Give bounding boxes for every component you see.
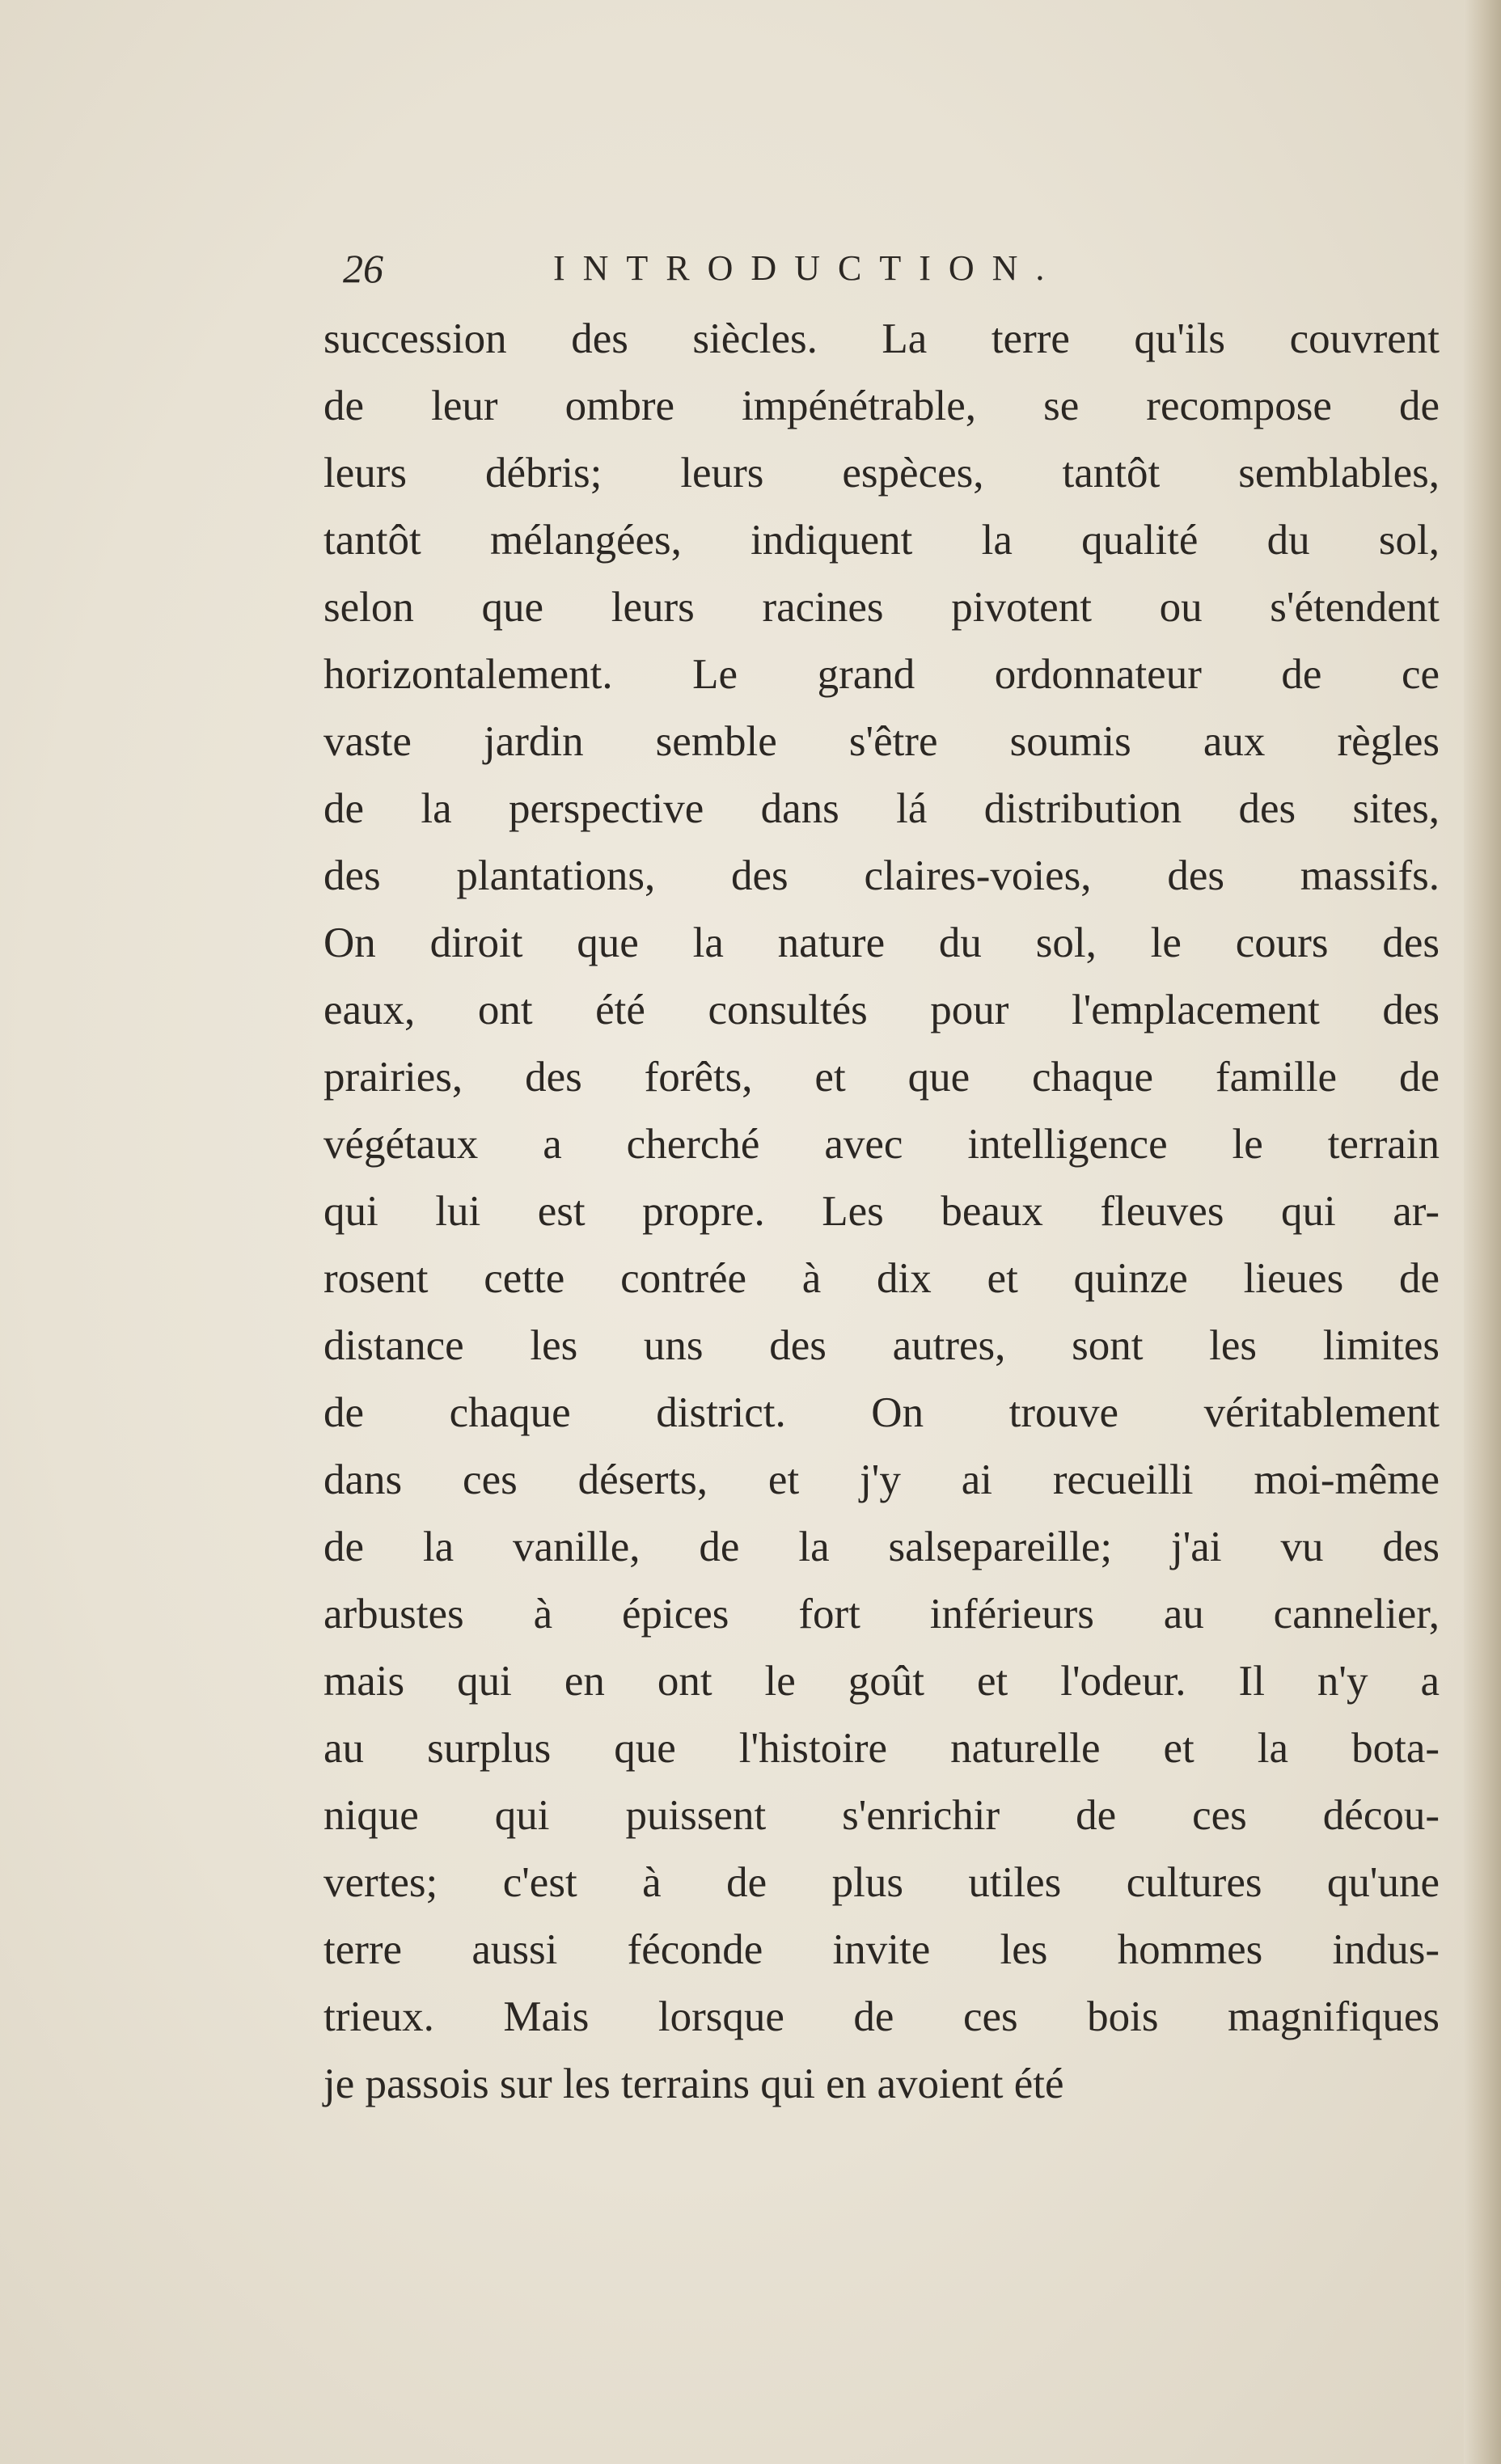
text-line-13: végétaux a cherché avec intelligence le terrain: [323, 1121, 1440, 1168]
page-number: 26: [343, 246, 383, 291]
text-line-15: rosent cette contrée à dix et quinze lieues de: [323, 1255, 1440, 1302]
text-line-25: terre aussi féconde invite les hommes indus-: [323, 1926, 1440, 1973]
text-line-11: eaux, ont été consultés pour l'emplacement des: [323, 987, 1440, 1033]
text-line-23: nique qui puissent s'enrichir de ces décou-: [323, 1792, 1440, 1839]
text-line-22: au surplus que l'histoire naturelle et la bota-: [323, 1725, 1440, 1772]
text-line-2: de leur ombre impénétrable, se recompose de: [323, 382, 1440, 429]
text-line-21: mais qui en ont le goût et l'odeur. Il n'y a: [323, 1658, 1440, 1705]
text-line-9: des plantations, des claires-voies, des massifs.: [323, 852, 1440, 899]
text-line-7: vaste jardin semble s'être soumis aux règles: [323, 718, 1440, 765]
text-line-5: selon que leurs racines pivotent ou s'étendent: [323, 584, 1440, 631]
text-line-14: qui lui est propre. Les beaux fleuves qui ar-: [323, 1188, 1440, 1235]
text-line-1: succession des siècles. La terre qu'ils couvrent: [323, 315, 1440, 362]
running-head: INTRODUCTION.: [553, 248, 1063, 288]
text-line-20: arbustes à épices fort inférieurs au cannelier,: [323, 1591, 1440, 1638]
text-line-24: vertes; c'est à de plus utiles cultures qu'une: [323, 1859, 1440, 1906]
page-header: [343, 236, 1216, 301]
text-line-12: prairies, des forêts, et que chaque famille de: [323, 1054, 1440, 1101]
text-line-3: leurs débris; leurs espèces, tantôt semblables,: [323, 450, 1440, 497]
text-line-17: de chaque district. On trouve véritablement: [323, 1389, 1440, 1436]
text-line-18: dans ces déserts, et j'y ai recueilli moi-même: [323, 1456, 1440, 1503]
text-line-8: de la perspective dans lá distribution des sites,: [323, 785, 1440, 832]
text-line-6: horizontalement. Le grand ordonnateur de ce: [323, 651, 1440, 698]
text-line-10: On diroit que la nature du sol, le cours des: [323, 919, 1440, 966]
text-line-4: tantôt mélangées, indiquent la qualité du sol,: [323, 517, 1440, 564]
text-line-19: de la vanille, de la salsepareille; j'ai vu des: [323, 1524, 1440, 1570]
text-line-26: trieux. Mais lorsque de ces bois magnifiques: [323, 1993, 1440, 2040]
text-line-16: distance les uns des autres, sont les limites: [323, 1322, 1440, 1369]
text-line-27: je passois sur les terrains qui en avoient été: [323, 2060, 1064, 2107]
body-text: [323, 306, 1440, 2149]
page-edge: [1464, 0, 1501, 2464]
